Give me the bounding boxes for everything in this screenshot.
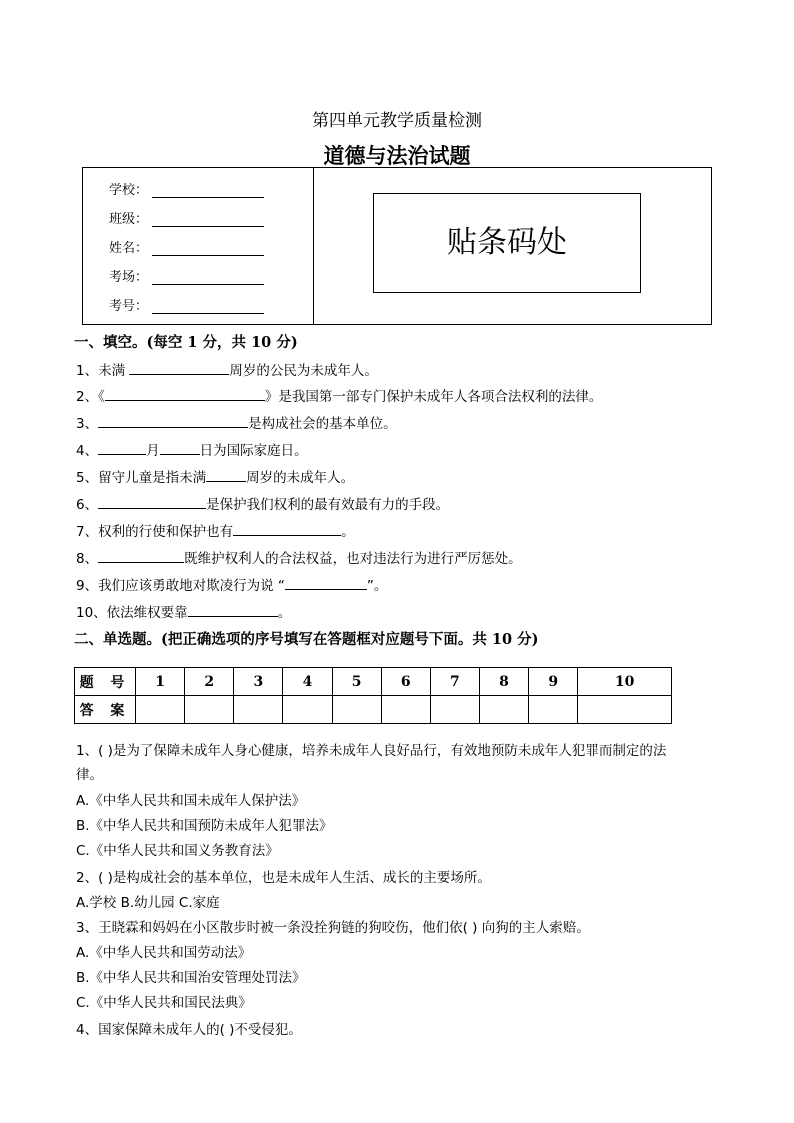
q3-stem: 3、王晓霖和妈妈在小区散步时被一条没拴狗链的狗咬伤，他们依( ) 向狗的主人索赔。 [76, 920, 590, 936]
question-number-cell: 5 [332, 668, 381, 696]
answer-cell[interactable] [479, 696, 528, 724]
fill-question-8: 8、 既维护权利人的合法权益，也对违法行为进行严厉惩处。 [76, 548, 522, 569]
question-number-cell: 4 [283, 668, 332, 696]
exam-room-field[interactable] [109, 268, 264, 288]
school-label: 学校： [109, 183, 149, 198]
exam-room-line [152, 270, 264, 285]
fill-question-9: 9、我们应该勇敢地对欺凌行为说 “ ”。 [76, 575, 387, 596]
fill-question-4: 4、 月 日为国际家庭日。 [76, 440, 308, 461]
q3-option-b: B.《中华人民共和国治安管理处罚法》 [76, 970, 306, 986]
question-number-cell: 3 [234, 668, 283, 696]
q1-option-b: B.《中华人民共和国预防未成年人犯罪法》 [76, 818, 333, 834]
exam-number-field[interactable] [109, 297, 264, 317]
name-label: 姓名： [109, 241, 149, 256]
answer-blank[interactable] [105, 386, 265, 401]
section2-heading: 二、单选题。(把正确选项的序号填写在答题框对应题号下面。共 10 分) [74, 631, 539, 648]
question-number-cell: 8 [479, 668, 528, 696]
answer-blank[interactable] [98, 494, 206, 509]
answer-blank[interactable] [129, 360, 229, 375]
answer-blank[interactable] [98, 413, 248, 428]
barcode-area: 贴条码处 [373, 193, 641, 293]
fill-question-7: 7、权利的行使和保护也有 。 [76, 521, 355, 542]
name-field[interactable] [109, 239, 264, 259]
answer-blank[interactable] [98, 548, 184, 563]
student-info-box [82, 167, 712, 325]
section1-heading: 一、填空。(每空 1 分，共 10 分) [74, 334, 298, 351]
answer-blank[interactable] [285, 575, 367, 590]
question-number-cell: 2 [185, 668, 234, 696]
exam-room-label: 考场： [109, 270, 149, 285]
exam-number-line [152, 299, 264, 314]
class-line [152, 212, 264, 227]
answer-header: 答 案 [75, 696, 136, 724]
q3-option-c: C.《中华人民共和国民法典》 [76, 995, 252, 1011]
question-number-row [75, 668, 672, 696]
answer-cell[interactable] [185, 696, 234, 724]
q2-stem: 2、( )是构成社会的基本单位，也是未成年人生活、成长的主要场所。 [76, 870, 491, 886]
subject-title: 道德与法治试题 [323, 143, 471, 168]
answer-cell[interactable] [332, 696, 381, 724]
fill-question-10: 10、依法维权要靠 。 [76, 602, 291, 623]
school-line [152, 183, 264, 198]
answer-blank[interactable] [160, 440, 200, 455]
answer-cell[interactable] [529, 696, 578, 724]
exam-title: 第四单元教学质量检测 [312, 111, 482, 131]
answer-table [74, 667, 672, 724]
fill-question-6: 6、 是保护我们权利的最有效最有力的手段。 [76, 494, 449, 515]
answer-cell[interactable] [381, 696, 430, 724]
q1-stem-line2: 律。 [76, 767, 103, 783]
fill-question-3: 3、 是构成社会的基本单位。 [76, 413, 397, 434]
answer-cell[interactable] [430, 696, 479, 724]
answer-blank[interactable] [206, 467, 246, 482]
q1-stem-line1: 1、( )是为了保障未成年人身心健康，培养未成年人良好品行，有效地预防未成年人犯罪而制定的法 [76, 743, 667, 759]
fill-question-2: 2、《 》是我国第一部专门保护未成年人各项合法权利的法律。 [76, 386, 602, 407]
class-label: 班级： [109, 212, 149, 227]
q1-option-c: C.《中华人民共和国义务教育法》 [76, 843, 279, 859]
school-field[interactable] [109, 181, 264, 201]
q1-option-a: A.《中华人民共和国未成年人保护法》 [76, 793, 306, 809]
answer-cell[interactable] [234, 696, 283, 724]
answer-row [75, 696, 672, 724]
question-number-cell: 10 [578, 668, 672, 696]
info-divider [313, 168, 314, 324]
fill-question-5: 5、留守儿童是指未满 周岁的未成年人。 [76, 467, 354, 488]
exam-number-label: 考号： [109, 299, 149, 314]
answer-cell[interactable] [578, 696, 672, 724]
q2-options: A.学校 B.幼儿园 C.家庭 [76, 895, 220, 911]
answer-blank[interactable] [188, 602, 278, 617]
fill-question-1: 1、未满 周岁的公民为未成年人。 [76, 360, 378, 381]
question-number-cell: 9 [529, 668, 578, 696]
answer-cell[interactable] [136, 696, 185, 724]
question-number-header: 题 号 [75, 668, 136, 696]
answer-blank[interactable] [98, 440, 146, 455]
q3-option-a: A.《中华人民共和国劳动法》 [76, 945, 252, 961]
name-line [152, 241, 264, 256]
question-number-cell: 7 [430, 668, 479, 696]
class-field[interactable] [109, 210, 264, 230]
answer-cell[interactable] [283, 696, 332, 724]
question-number-cell: 6 [381, 668, 430, 696]
q4-stem: 4、国家保障未成年人的( )不受侵犯。 [76, 1022, 302, 1038]
answer-blank[interactable] [233, 521, 341, 536]
question-number-cell: 1 [136, 668, 185, 696]
